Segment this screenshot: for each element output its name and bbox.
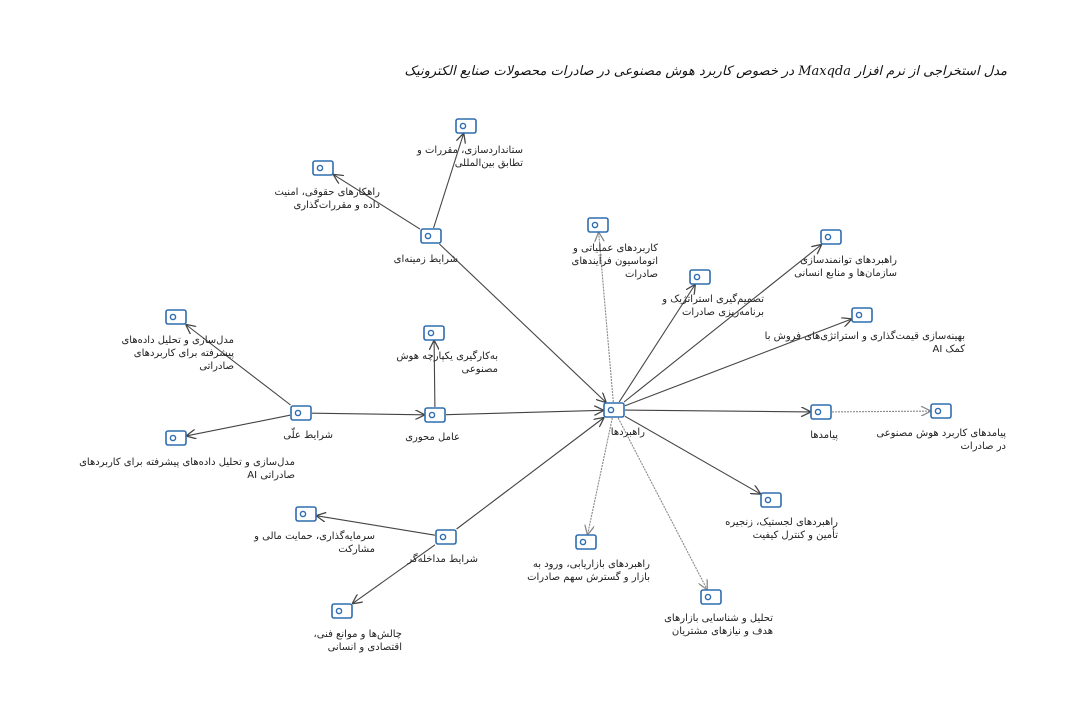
code-icon-marketing[interactable] <box>576 535 596 549</box>
code-icon-targetmkt[interactable] <box>701 590 721 604</box>
code-icon-invest[interactable] <box>296 507 316 521</box>
label-outcomes: پیامدها <box>810 430 838 441</box>
code-icon-model2[interactable] <box>166 431 186 445</box>
label-pricing: بهینه‌سازی قیمت‌گذاری و استراتژی‌های فروش با کمک AI <box>764 331 965 355</box>
label-ops: کاربردهای عملیاتی و اتوماسیون فرآیندهای صادرات <box>571 243 658 280</box>
code-icon-pricing[interactable] <box>852 308 872 322</box>
label-outcome-final: پیامدهای کاربرد هوش مصنوعی در صادرات <box>876 428 1006 452</box>
label-legal: راهکارهای حقوقی، امنیت داده و مقررات‌گذاری <box>274 187 380 211</box>
code-icon-standard[interactable] <box>456 119 476 133</box>
label-hr: راهبردهای توانمندسازی سازمان‌ها و منابع انسانی <box>794 255 897 279</box>
label-invest: سرمایه‌گذاری، حمایت مالی و مشارکت <box>254 531 375 555</box>
code-icon-strategies[interactable] <box>604 403 624 417</box>
code-icon-logistics[interactable] <box>761 493 781 507</box>
diagram-title: مدل استخراجی از نرم افزار Maxqda در خصوص کاربرد هوش مصنوعی در صادرات محصولات صنایع الکترونیک <box>404 64 1007 79</box>
label-strategies: راهبردها <box>610 427 645 438</box>
label-decision: تصمیم‌گیری استراتژیک و برنامه‌ریزی صادرات <box>662 294 764 318</box>
edge-causal-to-core <box>312 413 424 415</box>
code-icon-outcomes[interactable] <box>811 405 831 419</box>
label-intervene: شرایط مداخله‌گر <box>407 554 478 565</box>
code-icon-ops[interactable] <box>588 218 608 232</box>
edge-core-to-strategies <box>446 410 603 414</box>
label-model1: مدل‌سازی و تحلیل داده‌های پیشرفته برای کاربردهای صادراتی <box>121 335 234 372</box>
label-core: عامل محوری <box>405 432 460 443</box>
code-icon-legal[interactable] <box>313 161 333 175</box>
code-icon-hr[interactable] <box>821 230 841 244</box>
code-icon-causal[interactable] <box>291 406 311 420</box>
code-icon-model1[interactable] <box>166 310 186 324</box>
edge-strategies-to-outcomes <box>625 410 810 412</box>
label-standard: ستانداردسازی، مقررات و تطابق بین‌المللی <box>417 145 523 169</box>
code-icon-integrate[interactable] <box>424 326 444 340</box>
code-icon-core[interactable] <box>425 408 445 422</box>
code-icon-outcome_final[interactable] <box>931 404 951 418</box>
code-icon-context[interactable] <box>421 229 441 243</box>
label-marketing: راهبردهای بازاریابی، ورود به بازار و گسترش سهم صادرات <box>527 559 650 583</box>
label-integrate: به‌کارگیری یکپارچه هوش مصنوعی <box>396 351 498 375</box>
edge-intervene-to-strategies <box>457 418 604 529</box>
label-causal: شرایط علّی <box>283 430 333 441</box>
edge-outcomes-to-outcome_final <box>832 411 930 412</box>
code-icon-decision[interactable] <box>690 270 710 284</box>
label-targetmkt: تحلیل و شناسایی بازارهای هدف و نیازهای مشتریان <box>664 613 773 637</box>
edge-causal-to-model2 <box>187 415 290 436</box>
label-logistics: راهبردهای لجستیک، زنجیره تأمین و کنترل کیفیت <box>725 517 838 541</box>
edge-strategies-to-logistics <box>625 416 760 493</box>
label-challenges: چالش‌ها و موانع فنی، اقتصادی و انسانی <box>313 629 402 653</box>
code-icon-intervene[interactable] <box>436 530 456 544</box>
code-icon-challenges[interactable] <box>332 604 352 618</box>
label-context: شرایط زمینه‌ای <box>393 254 458 265</box>
label-model2: مدل‌سازی و تحلیل داده‌های پیشرفته برای کاربردهای صادراتی AI <box>79 457 295 481</box>
